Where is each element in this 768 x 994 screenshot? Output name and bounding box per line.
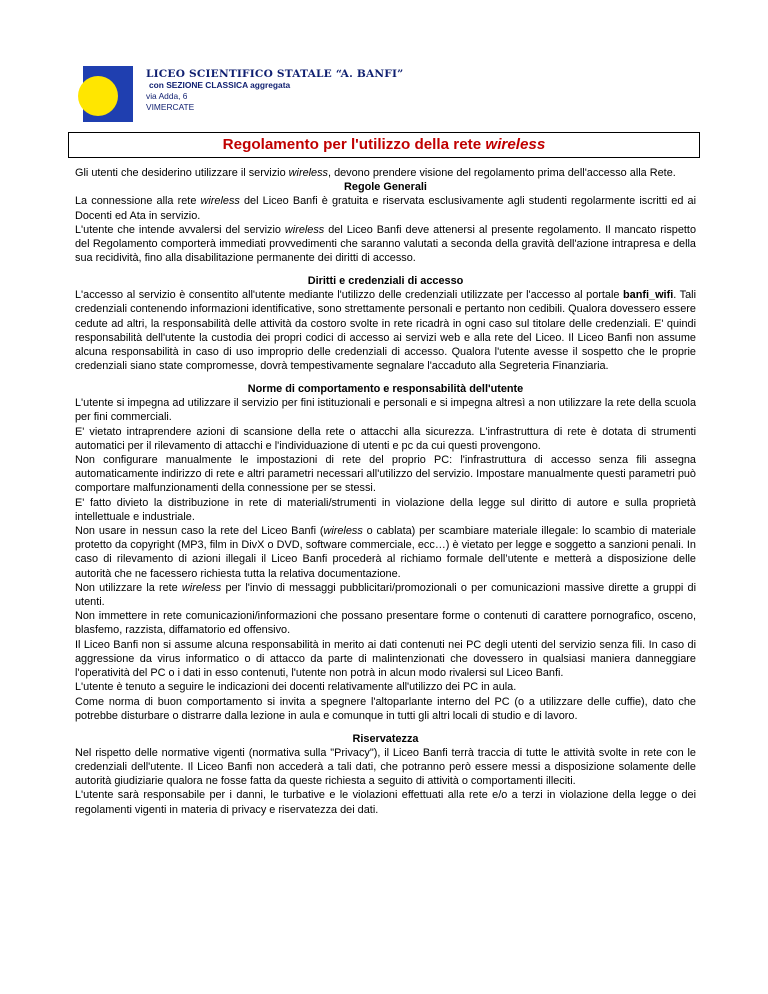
paragraph: L'utente che intende avvalersi del servizio wireless del Liceo Banfi deve attenersi al presente regolamento. Il mancato rispetto del Regolamento comporterà immediati provvedimenti che saranno valutati a seconda della gravità dell'azione intrapresa e della sua recidività, fino alla disabilitazione permanente dei diritti di accesso.	[75, 223, 697, 265]
paragraph: Non utilizzare la rete wireless per l'invio di messaggi pubblicitari/promozionali o per comunicazioni massive dirette a gruppi di utenti.	[75, 581, 696, 609]
school-logo-icon	[77, 66, 133, 124]
paragraph: E' vietato intraprendere azioni di scansione della rete o attacchi alla sicurezza. L'infrastruttura di rete è dotata di strumenti automatici per il rilevamento di attacchi e l'individuazione di utenti e pc da cui questi provengono.	[75, 425, 696, 452]
paragraph: Come norma di buon comportamento si invita a spegnere l'altoparlante interno del PC (o a utilizzare delle cuffie), dato che potrebbe disturbare o distrarre dalla lezione in aula e comunque in tutti gli altri locali di studio e di lavoro.	[75, 695, 696, 722]
section-heading-riservatezza: Riservatezza	[352, 732, 419, 745]
letterhead	[146, 68, 403, 114]
intro-paragraph: Gli utenti che desiderino utilizzare il servizio wireless, devono prendere visione del regolamento prima dell'accesso alla Rete.	[75, 167, 676, 179]
paragraph: Non configurare manualmente le impostazioni di rete del proprio PC: l'infrastruttura di accesso senza fili assegna automaticamente indirizzo di rete e altri parametri necessari all'utilizzo del servizio. Impostare manualmente questi parametri può comportare malfunzionamenti della connessione per se stessi.	[75, 454, 696, 495]
paragraph: L'utente sarà responsabile per i danni, le turbative e le violazioni effettuati alla rete e/o a terzi in violazione della legge o dei regolamenti vigenti in materia di privacy e riservatezza dei dati.	[75, 789, 696, 816]
title-box	[68, 132, 700, 158]
section-heading-norme: Norme di comportamento e responsabilità dell'utente	[247, 383, 524, 396]
paragraph: Nel rispetto delle normative vigenti (normativa sulla "Privacy"), il Liceo Banfi terrà traccia di tutte le attività svolte in rete con le credenziali dell'utente. Il Liceo Banfi non accederà a tali dati, che potranno però essere messi a disposizione solamente delle autorità giudiziarie qualora ne fosse fatta da queste richiesta a seguito di attività o comportamenti illeciti.	[75, 746, 696, 788]
paragraph: La connessione alla rete wireless del Liceo Banfi è gratuita e riservata esclusivamente agli studenti regolarmente iscritti ed ai Docenti ed Ata in servizio.	[75, 195, 696, 222]
paragraph: Non usare in nessun caso la rete del Liceo Banfi (wireless o cablata) per scambiare materiale illegale: lo scambio di materiale protetto da copyright (MP3, film in DivX o DVD, software commerciale, ecc…) è vietato per legge e soggetto a sanzioni penali. In caso di rilevamento di azioni illegali il Liceo Banfi procederà al richiamo formale dell’utente e metterà a disposizione delle autorità che ne facessero richiesta tutta la relativa documentazione.	[75, 525, 696, 580]
document-title: Regolamento per l'utilizzo della rete wireless	[222, 136, 546, 153]
paragraph: Non immettere in rete comunicazioni/informazioni che possano presentare forme o contenuti di carattere pornografico, osceno, blasfemo, razzista, diffamatorio ed offensivo.	[75, 610, 696, 637]
paragraph: L'utente si impegna ad utilizzare il servizio per fini istituzionali e personali e si impegna altresì a non utilizzare la rete della scuola per fini commerciali.	[75, 397, 696, 424]
paragraph: Il Liceo Banfi non si assume alcuna responsabilità in merito ai dati contenuti nei PC degli utenti del servizio senza fili. In caso di aggressione da virus informatico o di attacco da parte di malintenzionati che dovessero in qualsiasi maniera danneggiare l'operatività del PC o i dati in esso contenuti, l'utente non potrà in alcun modo rivalersi sul Liceo Banfi.	[75, 638, 696, 680]
school-name: LICEO SCIENTIFICO STATALE “A. BANFI”	[146, 68, 404, 80]
school-section: con SEZIONE CLASSICA aggregata	[149, 80, 291, 90]
paragraph: L'accesso al servizio è consentito all'utente mediante l'utilizzo delle credenziali utilizzate per l'accesso al portale banfi_wifi. Tali credenziali contenendo informazioni identificative, sono strettamente personali e pertanto non cedibili. Qualora dovessero essere cedute ad altri, la responsabilità delle attività da costoro svolte in rete ricadrà in ogni caso sul titolare delle credenziali. E' quindi responsabilità dell'utente la custodia dei propri codici di accesso ai servizi web e alla rete del Liceo. Il Liceo Banfi non assume alcuna responsabilità in caso di uso improprio delle credenziali di accesso. Qualora l'utente avesse il sospetto che le proprie credenziali siano state compromesse, dovrà tempestivamente segnalare l'accaduto alla Segreteria Finanziaria.	[75, 289, 696, 373]
document-body	[75, 166, 696, 817]
paragraph: E' fatto divieto la distribuzione in rete di materiali/strumenti in violazione della legge sul diritto di autore e sulla proprietà intellettuale e industriale.	[75, 496, 696, 523]
section-heading-regole: Regole Generali	[344, 181, 427, 194]
paragraph: L'utente è tenuto a seguire le indicazioni dei docenti relativamente all'utilizzo dei PC in aula.	[75, 681, 517, 694]
section-heading-diritti: Diritti e credenziali di accesso	[307, 275, 464, 288]
school-city: VIMERCATE	[146, 102, 195, 113]
school-address: via Adda, 6	[146, 91, 188, 102]
